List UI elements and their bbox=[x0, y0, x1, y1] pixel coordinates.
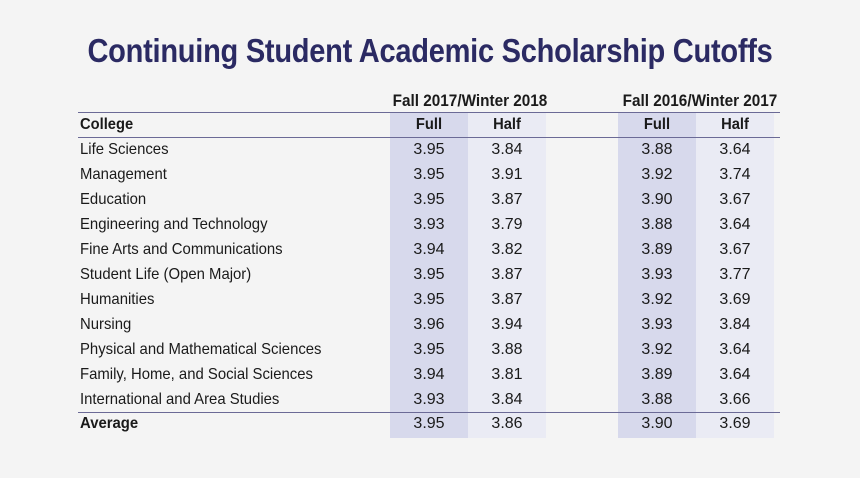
column-header-college: College bbox=[80, 116, 134, 133]
college-name: Engineering and Technology bbox=[80, 216, 268, 233]
half-2017-value: 3.91 bbox=[491, 166, 523, 183]
half-2016-value: 3.77 bbox=[719, 266, 751, 283]
column-header-half-2017: Half bbox=[493, 116, 521, 133]
table-row bbox=[0, 188, 860, 213]
college-name: Humanities bbox=[80, 291, 155, 308]
column-header-full-2016: Full bbox=[643, 116, 671, 133]
half-2017-value: 3.87 bbox=[491, 191, 523, 208]
college-name: Nursing bbox=[80, 316, 132, 333]
full-2016-value: 3.90 bbox=[641, 191, 673, 208]
full-2016-value: 3.88 bbox=[641, 141, 673, 158]
college-name: Physical and Mathematical Sciences bbox=[80, 341, 322, 358]
column-header-half-2016: Half bbox=[721, 116, 749, 133]
half-2016-value: 3.69 bbox=[719, 291, 751, 308]
half-2017-value: 3.79 bbox=[491, 216, 523, 233]
half-2017-value: 3.82 bbox=[491, 241, 523, 258]
half-2016-value: 3.69 bbox=[719, 415, 751, 432]
table-row bbox=[0, 313, 860, 338]
half-2016-value: 3.67 bbox=[719, 191, 751, 208]
half-2016-value: 3.67 bbox=[719, 241, 751, 258]
table-row bbox=[0, 263, 860, 288]
full-2017-value: 3.96 bbox=[413, 316, 445, 333]
group-header-2016: Fall 2016/Winter 2017 bbox=[622, 91, 778, 110]
college-name: Life Sciences bbox=[80, 141, 169, 158]
average-row bbox=[0, 412, 860, 437]
full-2016-value: 3.93 bbox=[641, 266, 673, 283]
half-2017-value: 3.81 bbox=[491, 366, 523, 383]
table-row bbox=[0, 163, 860, 188]
half-2016-value: 3.66 bbox=[719, 391, 751, 408]
full-2017-value: 3.94 bbox=[413, 241, 445, 258]
half-2017-value: 3.86 bbox=[491, 415, 523, 432]
table-row bbox=[0, 338, 860, 363]
full-2017-value: 3.95 bbox=[413, 141, 445, 158]
full-2017-value: 3.95 bbox=[413, 166, 445, 183]
full-2017-value: 3.94 bbox=[413, 366, 445, 383]
half-2017-value: 3.87 bbox=[491, 291, 523, 308]
half-2017-value: 3.84 bbox=[491, 391, 523, 408]
half-2016-value: 3.64 bbox=[719, 216, 751, 233]
page-title: Continuing Student Academic Scholarship Cutoffs bbox=[87, 32, 773, 69]
table-row bbox=[0, 388, 860, 413]
full-2016-value: 3.92 bbox=[641, 341, 673, 358]
half-2017-value: 3.88 bbox=[491, 341, 523, 358]
half-2016-value: 3.64 bbox=[719, 141, 751, 158]
college-name: Management bbox=[80, 166, 167, 183]
average-label: Average bbox=[80, 415, 139, 432]
table-row bbox=[0, 238, 860, 263]
half-2017-value: 3.84 bbox=[491, 141, 523, 158]
college-name: Fine Arts and Communications bbox=[80, 241, 283, 258]
full-2016-value: 3.93 bbox=[641, 316, 673, 333]
table-row bbox=[0, 213, 860, 238]
half-2017-value: 3.94 bbox=[491, 316, 523, 333]
full-2016-value: 3.89 bbox=[641, 241, 673, 258]
table-row bbox=[0, 363, 860, 388]
full-2017-value: 3.95 bbox=[413, 415, 445, 432]
full-2016-value: 3.92 bbox=[641, 166, 673, 183]
header-top-rule bbox=[78, 112, 780, 113]
half-2017-value: 3.87 bbox=[491, 266, 523, 283]
full-2017-value: 3.95 bbox=[413, 341, 445, 358]
full-2017-value: 3.93 bbox=[413, 391, 445, 408]
full-2017-value: 3.93 bbox=[413, 216, 445, 233]
full-2016-value: 3.88 bbox=[641, 216, 673, 233]
half-2016-value: 3.64 bbox=[719, 341, 751, 358]
full-2016-value: 3.92 bbox=[641, 291, 673, 308]
full-2017-value: 3.95 bbox=[413, 291, 445, 308]
college-name: Family, Home, and Social Sciences bbox=[80, 366, 313, 383]
college-name: Student Life (Open Major) bbox=[80, 266, 252, 283]
table-row bbox=[0, 138, 860, 163]
full-2016-value: 3.89 bbox=[641, 366, 673, 383]
half-2016-value: 3.74 bbox=[719, 166, 751, 183]
table-row bbox=[0, 288, 860, 313]
half-2016-value: 3.64 bbox=[719, 366, 751, 383]
full-2017-value: 3.95 bbox=[413, 191, 445, 208]
full-2016-value: 3.88 bbox=[641, 391, 673, 408]
full-2016-value: 3.90 bbox=[641, 415, 673, 432]
half-2016-value: 3.84 bbox=[719, 316, 751, 333]
column-header-full-2017: Full bbox=[415, 116, 443, 133]
college-name: International and Area Studies bbox=[80, 391, 280, 408]
full-2017-value: 3.95 bbox=[413, 266, 445, 283]
group-header-2017: Fall 2017/Winter 2018 bbox=[392, 91, 548, 110]
college-name: Education bbox=[80, 191, 147, 208]
